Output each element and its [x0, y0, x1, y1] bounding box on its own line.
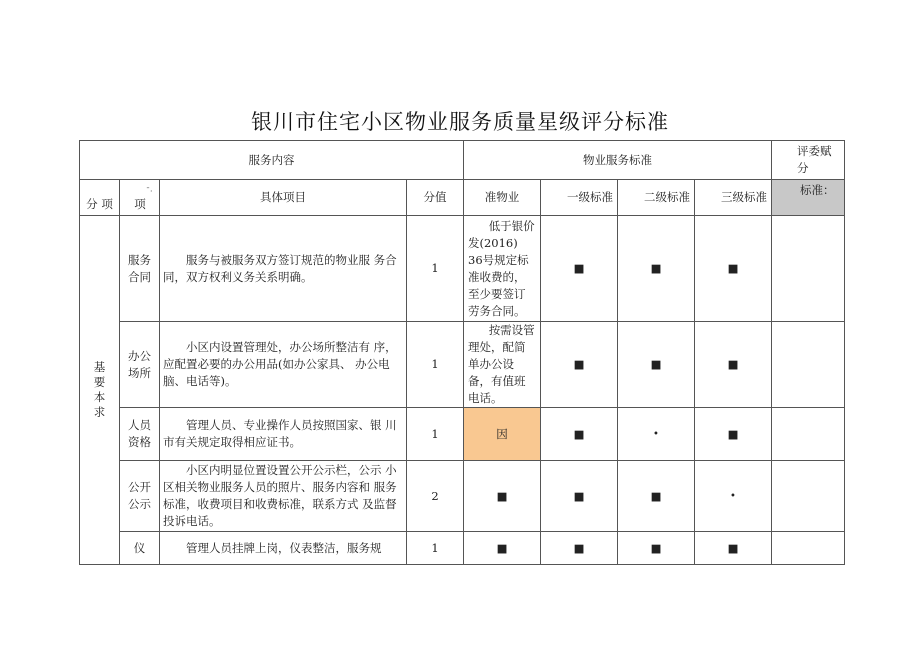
level1-label: 一级标准	[567, 190, 613, 204]
quasi-cell	[464, 322, 541, 408]
level3-mark: ■	[695, 216, 772, 322]
judge-cell[interactable]	[772, 461, 845, 532]
subitem-name: 服务合同	[128, 252, 151, 284]
category-cell	[80, 216, 120, 565]
table-row	[80, 322, 845, 408]
subitem-mark: ¯·	[146, 187, 153, 196]
level2-mark: ■	[618, 216, 695, 322]
standard-label: 标准：	[800, 183, 835, 197]
table-row	[80, 408, 845, 461]
judge-cell[interactable]	[772, 532, 845, 565]
page-title: 银川市住宅小区物业服务质量星级评分标准	[251, 110, 669, 134]
header-quasi: 准物业	[464, 180, 541, 216]
level3-mark: ■	[695, 532, 772, 565]
level3-mark: •	[695, 461, 772, 532]
item-text: 小区内设置管理处，办公场所整洁有 序，应配置必要的办公用品(如办公家具、 办公电脑、电话等)。	[163, 340, 397, 388]
category-label: 基要 本求	[93, 359, 106, 419]
level1-mark: ■	[541, 322, 618, 408]
header-score: 分值	[407, 180, 464, 216]
judge-cell[interactable]	[772, 408, 845, 461]
header-standard	[772, 180, 845, 216]
level1-mark: ■	[541, 408, 618, 461]
scoring-table	[79, 140, 845, 565]
table-row	[80, 461, 845, 532]
table-row	[80, 532, 845, 565]
subitem-name: 公开公示	[128, 480, 151, 511]
item-text: 服务与被服务双方签订规范的物业服 务合同，双方权利义务关系明确。	[163, 252, 397, 284]
subitem-label: 项	[134, 197, 146, 211]
subitem-cell	[120, 322, 160, 408]
item-text: 小区内明显位置设置公开公示栏，公示 小区相关物业服务人员的照片、服务内容和 服务标准，收费项目和收费标准，联系方式 及监督投诉电话。	[163, 463, 397, 528]
subitem-name: 办公场所	[128, 348, 151, 380]
subitem-name: 仪	[133, 540, 146, 555]
item-text: 管理人员、专业操作人员按照国家、银 川市有关规定取得相应证书。	[163, 418, 397, 449]
level1-mark: ■	[541, 216, 618, 322]
item-text: 管理人员挂牌上岗，仪表整洁，服务规	[186, 540, 382, 555]
quasi-cell	[464, 216, 541, 322]
header-specific-item: 具体项目	[160, 180, 407, 216]
level1-mark: ■	[541, 532, 618, 565]
header-category: 分 项	[80, 180, 120, 216]
score-cell: 1	[407, 408, 464, 461]
level3-mark: ■	[695, 322, 772, 408]
header-service-content: 服务内容	[80, 141, 464, 180]
table-row	[80, 216, 845, 322]
header-level1	[541, 180, 618, 216]
header-level3	[695, 180, 772, 216]
header-row-1	[80, 141, 845, 180]
level2-label: 二级标准	[644, 190, 690, 204]
item-cell	[160, 216, 407, 322]
subitem-name: 人员资格	[128, 418, 151, 449]
quasi-mark: ■	[464, 532, 541, 565]
judge-score-label: 评委赋分	[797, 144, 832, 175]
quasi-cell: 因	[464, 408, 541, 461]
judge-cell[interactable]	[772, 216, 845, 322]
subitem-cell	[120, 461, 160, 532]
level2-mark: ■	[618, 461, 695, 532]
subitem-cell	[120, 216, 160, 322]
level3-mark: ■	[695, 408, 772, 461]
item-cell	[160, 408, 407, 461]
item-cell	[160, 461, 407, 532]
level2-mark: •	[618, 408, 695, 461]
level1-mark: ■	[541, 461, 618, 532]
level2-mark: ■	[618, 532, 695, 565]
header-row-2	[80, 180, 845, 216]
score-cell: 1	[407, 532, 464, 565]
quasi-mark: ■	[464, 461, 541, 532]
score-cell: 1	[407, 322, 464, 408]
quasi-text: 低于银价发(2016) 36号规定标 准收费的，至少要签订劳务合同。	[468, 218, 535, 318]
subitem-cell	[120, 408, 160, 461]
header-level2	[618, 180, 695, 216]
level2-mark: ■	[618, 322, 695, 408]
quasi-text: 按需设管理处，配简单办公设备，有值班电话。	[468, 323, 535, 405]
item-cell	[160, 532, 407, 565]
header-property-standard: 物业服务标准	[464, 141, 772, 180]
level3-label: 三级标准	[721, 190, 767, 204]
item-cell	[160, 322, 407, 408]
score-cell: 1	[407, 216, 464, 322]
judge-cell[interactable]	[772, 322, 845, 408]
score-cell: 2	[407, 461, 464, 532]
header-judge-score	[772, 141, 845, 180]
header-subitem	[120, 180, 160, 216]
subitem-cell	[120, 532, 160, 565]
